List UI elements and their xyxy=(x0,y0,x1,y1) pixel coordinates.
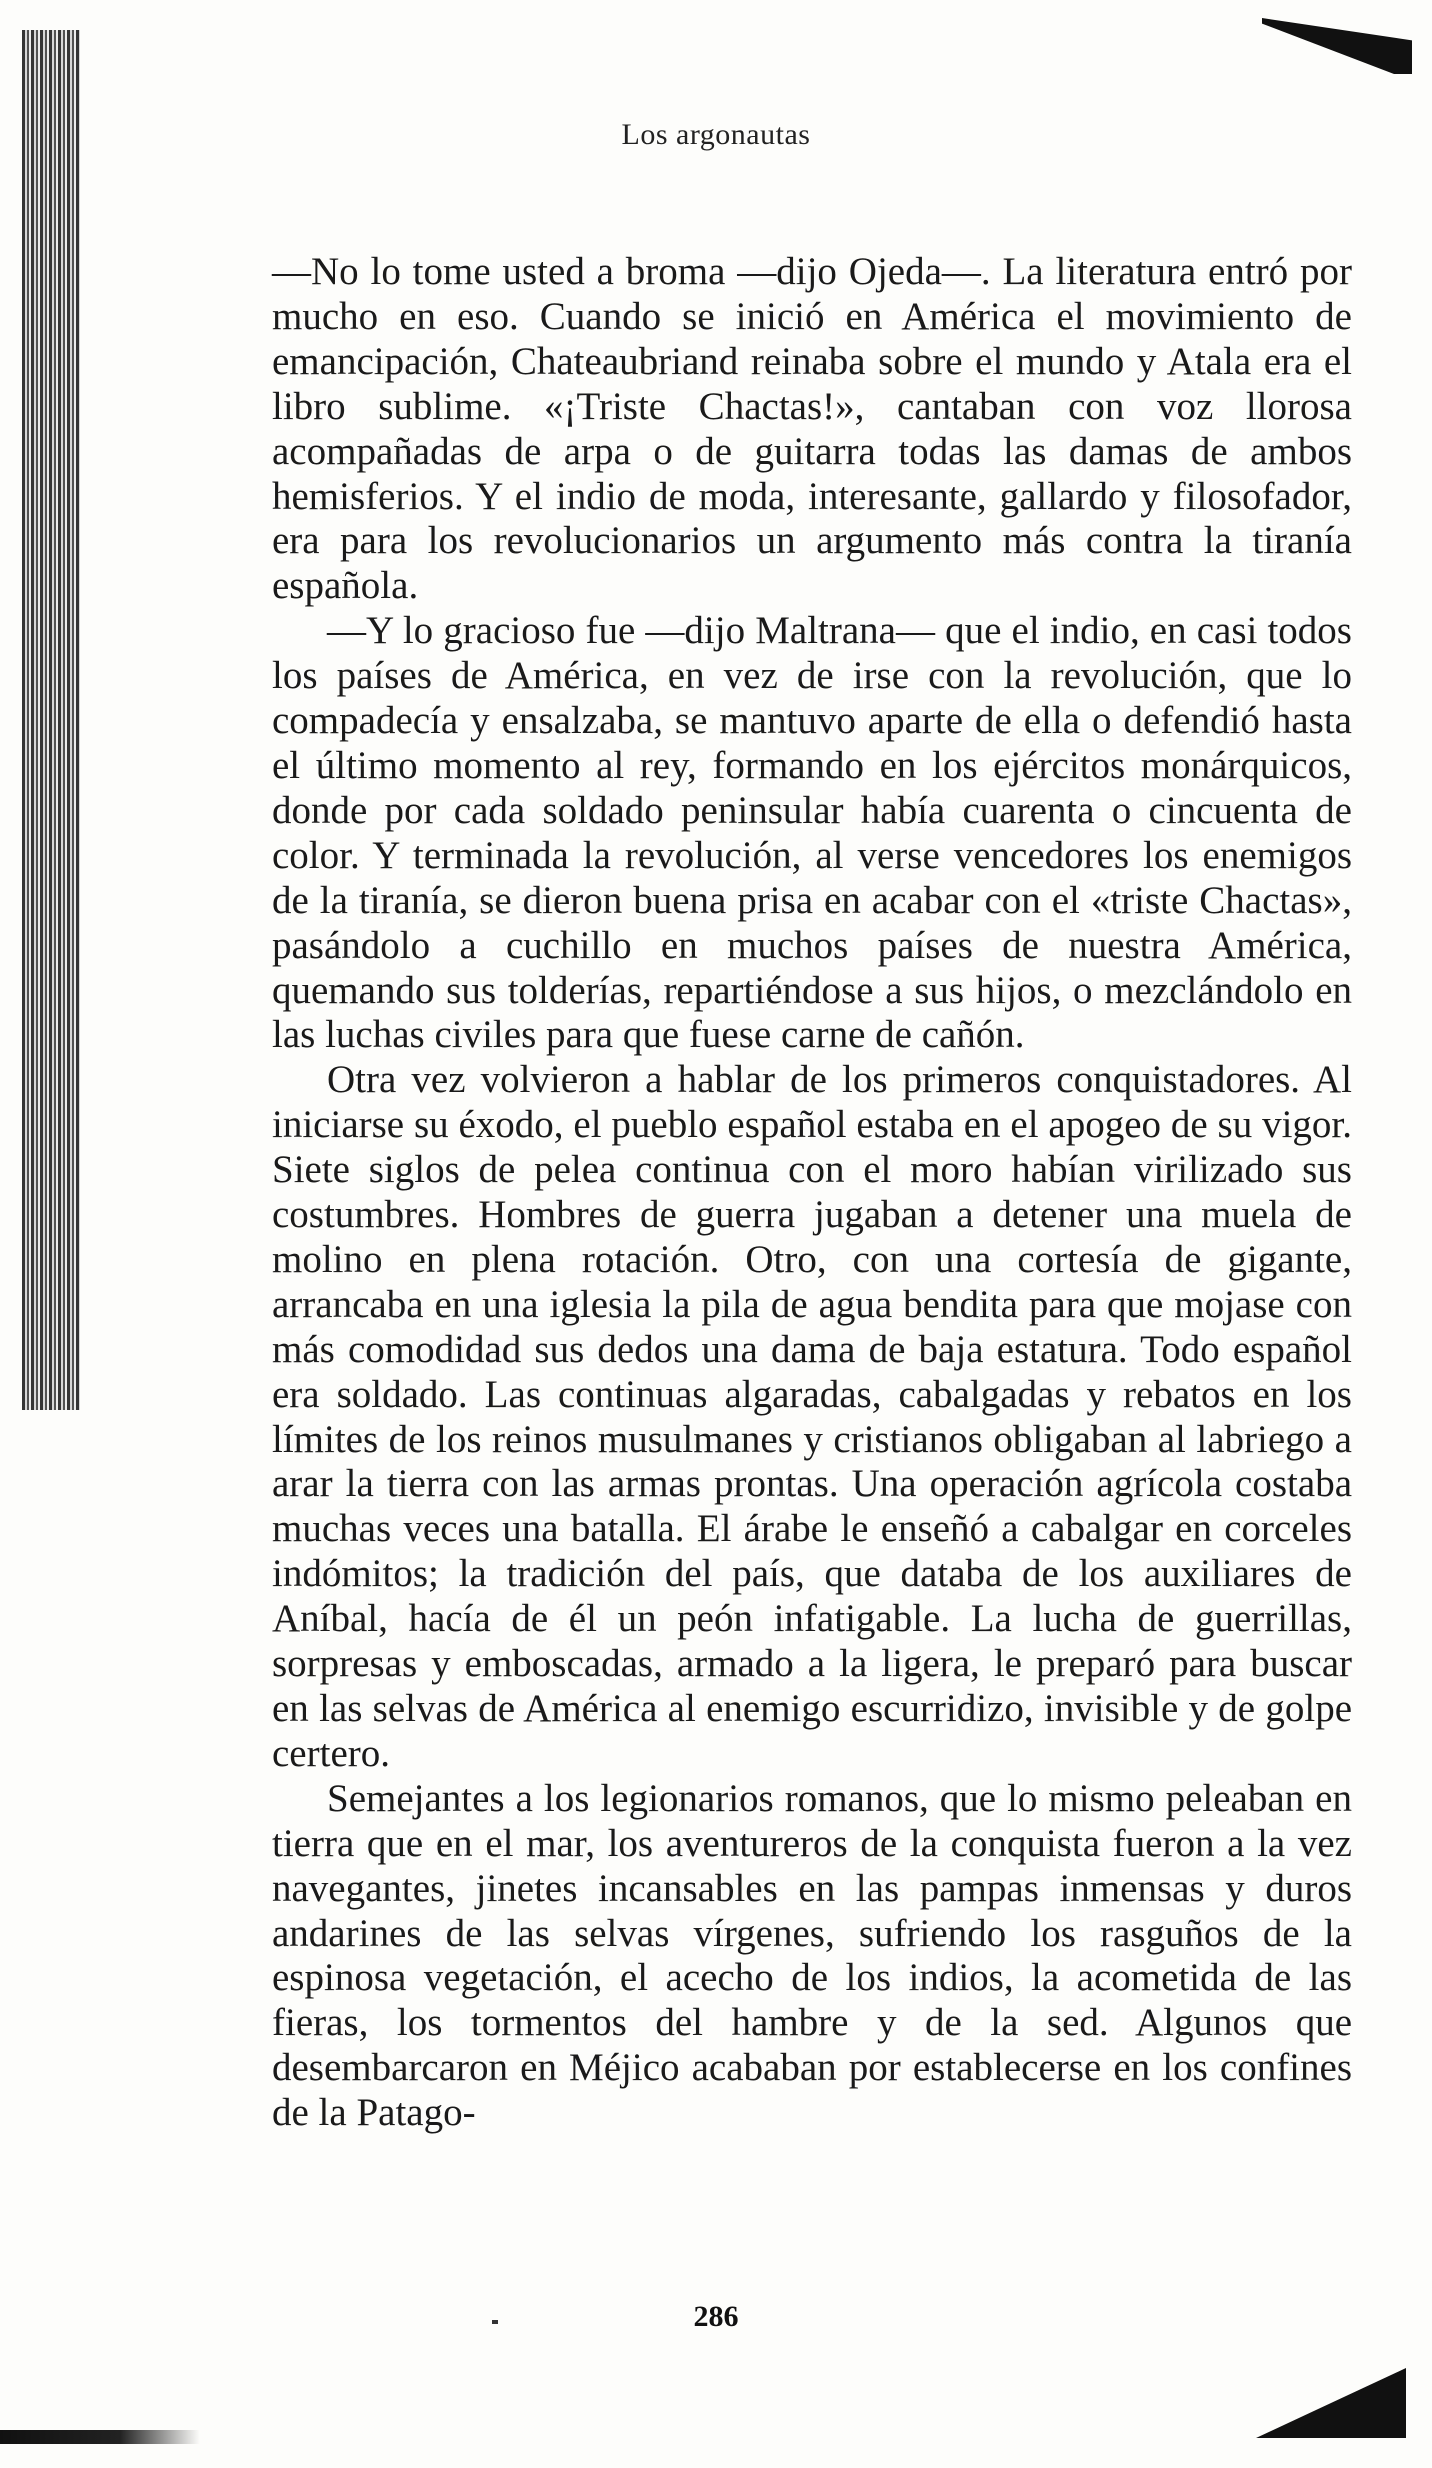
running-head: Los argonautas xyxy=(621,118,811,151)
paragraph: —No lo tome usted a broma —dijo Ojeda—. La literatura entró por mucho en eso. Cuando se inició en América el movimiento de emancipación, Chateaubriand reinaba sobre el mundo y Atala era el libro sublime. «¡Triste Chactas!», cantaban con voz llorosa acompañadas de arpa o de guitarra todas las damas de ambos hemisferios. Y el indio de moda, interesante, gallardo y filosofador, era para los revolucionarios un argumento más contra la tiranía española. xyxy=(272,250,1352,608)
paragraph: Semejantes a los legionarios romanos, que lo mismo peleaban en tierra que en el mar, los aventureros de la conquista fueron a la vez navegantes, jinetes incansables en las pampas inmensas y duros andarines de las selvas vírgenes, sufriendo los rasguños de la espinosa vegetación, el acecho de los indios, la acometida de las fieras, los tormentos del hambre y de la sed. Algunos que desembarcaron en Méjico acababan por establecerse en los confines de la Patago- xyxy=(272,1776,1352,2135)
body-text xyxy=(272,250,1352,2136)
page-number: 286 xyxy=(693,2300,739,2333)
scan-corner-mark-bottom xyxy=(1256,2368,1406,2438)
scan-corner-mark-top xyxy=(1262,18,1412,74)
scan-edge-shadow xyxy=(22,30,80,1410)
paragraph: —Y lo gracioso fue —dijo Maltrana— que el indio, en casi todos los países de América, en vez de irse con la revolución, que lo compadecía y ensalzaba, se mantuvo aparte de ella o defendió hasta el último momento al rey, formando en los ejércitos monárquicos, donde por cada soldado peninsular había cuarenta o cincuenta de color. Y terminada la revolución, al verse vencedores los enemigos de la tiranía, se dieron buena prisa en acabar con el «triste Chactas», pasándolo a cuchillo en muchos países de nuestra América, quemando sus tolderías, repartiéndose a sus hijos, o mezclándolo en las luchas civiles para que fuese carne de cañón. xyxy=(272,609,1352,1057)
paragraph: Otra vez volvieron a hablar de los primeros conquistadores. Al iniciarse su éxodo, el pueblo español estaba en el apogeo de su vigor. Siete siglos de pelea continua con el moro habían virilizado sus costumbres. Hombres de guerra jugaban a detener una muela de molino en plena rotación. Otro, con una cortesía de gigante, arrancaba en una iglesia la pila de agua bendita para que mojase con más comodidad sus dedos una dama de baja estatura. Todo español era soldado. Las continuas algaradas, cabalgadas y rebatos en los límites de los reinos musulmanes y cristianos obligaban al labriego a arar la tierra con las armas prontas. Una operación agrícola costaba muchas veces una batalla. El árabe le enseñó a cabalgar en corceles indómitos; la tradición del país, que databa de los auxiliares de Aníbal, hacía de él un peón infatigable. La lucha de guerrillas, sorpresas y emboscadas, armado a la ligera, le preparó para buscar en las selvas de América al enemigo escurridizo, invisible y de golpe certero. xyxy=(272,1058,1352,1775)
scan-edge-bottom xyxy=(0,2430,200,2444)
